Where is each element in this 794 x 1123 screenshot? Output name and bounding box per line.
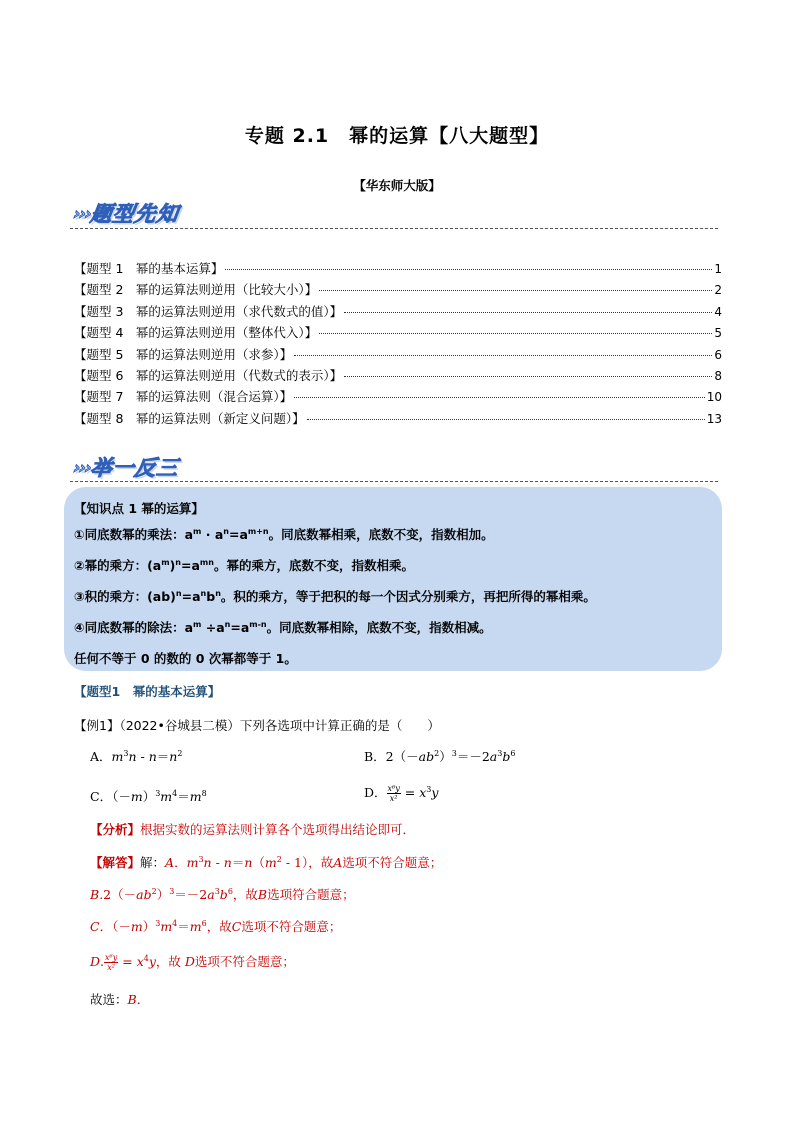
text-fragment: ab xyxy=(136,887,152,902)
toc-label: 【题型 6 幂的运算法则逆用（代数式的表示）】 xyxy=(74,367,343,383)
text-fragment: B xyxy=(90,887,100,902)
text-fragment: m-n xyxy=(249,620,267,629)
text-fragment: 4 xyxy=(143,954,149,963)
text-fragment: 3 xyxy=(426,785,432,794)
text-fragment: n xyxy=(175,558,181,567)
text-fragment: x⁶y xyxy=(387,784,400,793)
example-question: 【例1】（2022•谷城县二模）下列各选项中计算正确的是（ ） xyxy=(74,718,440,733)
text-fragment: 3 xyxy=(155,789,161,798)
toc-row[interactable] xyxy=(74,387,722,408)
toc-label: 【题型 1 幂的基本运算】 xyxy=(74,261,224,276)
fraction xyxy=(104,953,118,972)
text-fragment: m xyxy=(193,620,202,629)
text-fragment: 6 xyxy=(227,887,233,896)
text-fragment: ＝ xyxy=(231,855,245,870)
text-fragment: m xyxy=(130,919,143,934)
solution-line-d xyxy=(90,952,295,972)
solution-line-c xyxy=(90,917,341,935)
solution-line-b xyxy=(90,885,355,903)
text-fragment: n xyxy=(175,589,182,598)
text-fragment: 故选： xyxy=(90,992,128,1007)
text-fragment: x² xyxy=(389,794,398,803)
text-fragment: ，故 xyxy=(155,954,185,969)
text-fragment: B xyxy=(127,992,137,1007)
text-fragment: = xyxy=(118,954,137,969)
text-fragment: ÷a xyxy=(201,620,225,635)
rule-zero-exponent: 任何不等于 0 的数的 0 次幂都等于 1。 xyxy=(74,651,297,666)
rule-quotient-same-base xyxy=(74,618,722,649)
toc-row[interactable] xyxy=(74,280,722,301)
text-fragment: n xyxy=(200,589,207,598)
text-fragment: m xyxy=(161,558,170,567)
text-fragment: =a xyxy=(181,558,200,573)
text-fragment: D xyxy=(184,954,195,969)
rule-product-same-base xyxy=(74,525,722,556)
toc-page-number: 6 xyxy=(714,347,722,362)
divider xyxy=(70,228,718,229)
text-fragment: m xyxy=(193,527,202,536)
text-fragment: 3 xyxy=(497,749,503,758)
text-fragment: 选项不符合题意； xyxy=(194,954,295,969)
toc-label: 【题型 8 幂的运算法则（新定义问题）】 xyxy=(74,410,305,426)
text-fragment: - xyxy=(136,749,149,764)
text-fragment: m xyxy=(130,789,143,804)
text-fragment: 选项符合题意； xyxy=(267,887,355,902)
text-fragment: 。幂的乘方，底数不变，指数相乘。 xyxy=(213,558,414,573)
knowledge-heading: 【知识点 1 幂的运算】 xyxy=(74,501,204,516)
text-fragment: .2（－ xyxy=(99,887,137,902)
text-fragment: x xyxy=(419,785,427,800)
text-fragment: 3 xyxy=(155,919,161,928)
text-fragment: 3 xyxy=(451,749,457,758)
text-fragment: 解： xyxy=(140,855,166,870)
text-fragment: m xyxy=(186,855,199,870)
toc-row[interactable] xyxy=(74,409,722,430)
text-fragment: m+n xyxy=(247,527,269,536)
text-fragment: 。同底数幂相除，底数不变，指数相减。 xyxy=(266,620,492,635)
text-fragment: 2 xyxy=(434,749,440,758)
option-b xyxy=(364,747,515,765)
text-fragment: m xyxy=(160,789,173,804)
text-fragment: 3 xyxy=(123,749,129,758)
text-fragment: A xyxy=(333,855,343,870)
text-fragment: x² xyxy=(107,963,115,972)
text-fragment: （ xyxy=(252,855,265,870)
rule-power-of-product xyxy=(74,587,722,618)
text-fragment: m xyxy=(189,789,202,804)
text-fragment: x xyxy=(136,954,144,969)
text-fragment: n xyxy=(224,620,231,629)
text-fragment: ． xyxy=(136,992,150,1007)
toc-page-number: 1 xyxy=(714,262,722,276)
text-fragment: C xyxy=(90,919,100,934)
text-fragment: n xyxy=(148,749,157,764)
text-fragment: 6 xyxy=(201,919,207,928)
toc-page-number: 5 xyxy=(714,326,722,341)
toc-label: 【题型 4 幂的运算法则逆用（整体代入）】 xyxy=(74,325,318,341)
text-fragment: b xyxy=(206,589,216,604)
text-fragment: y xyxy=(148,954,156,969)
text-fragment: 3 xyxy=(198,855,204,864)
text-fragment: ④同底数幂的除法：a xyxy=(74,620,194,635)
text-fragment: ．（－ xyxy=(99,919,131,934)
text-fragment: =a xyxy=(228,527,248,542)
text-fragment: m xyxy=(160,919,173,934)
text-fragment: 2 xyxy=(151,887,157,896)
text-fragment: m xyxy=(111,749,124,764)
text-fragment: =a xyxy=(230,620,250,635)
text-fragment: n xyxy=(244,855,253,870)
text-fragment: =a xyxy=(181,589,201,604)
text-fragment: 【分析】 xyxy=(90,822,141,837)
toc-row[interactable] xyxy=(74,323,722,344)
toc-row[interactable] xyxy=(74,259,722,280)
rule-power-of-power xyxy=(74,556,722,587)
option-a xyxy=(90,747,182,765)
text-fragment: - xyxy=(211,855,224,870)
toc-leader-dots xyxy=(344,376,712,377)
option-d xyxy=(364,783,438,803)
toc-page-number: 10 xyxy=(706,390,722,405)
text-fragment: ） xyxy=(156,887,170,902)
toc-row[interactable] xyxy=(74,345,722,366)
banner-arrows-icon: ››› xyxy=(72,204,93,223)
text-fragment: B．2（－ xyxy=(364,749,419,764)
text-fragment: 4 xyxy=(172,919,178,928)
text-fragment: ③积的乘方：(ab) xyxy=(74,589,176,604)
text-fragment: 根据实数的运算法则计算各个选项得出结论即可． xyxy=(140,822,416,837)
toc-leader-dots xyxy=(319,290,712,291)
text-fragment: 3 xyxy=(169,887,175,896)
text-fragment: m xyxy=(189,919,202,934)
text-fragment: ． xyxy=(174,855,187,870)
toc-leader-dots xyxy=(319,333,712,334)
text-fragment: n xyxy=(223,855,232,870)
text-fragment: b xyxy=(502,749,511,764)
text-fragment: 选项不符合题意； xyxy=(241,919,342,934)
text-fragment: ) xyxy=(169,558,176,573)
toc-leader-dots xyxy=(294,355,712,356)
text-fragment: mn xyxy=(199,558,214,567)
text-fragment: 4 xyxy=(172,789,178,798)
text-fragment: 。积的乘方，等于把积的每一个因式分别乘方，再把所得的幂相乘。 xyxy=(220,589,596,604)
text-fragment: A． xyxy=(90,749,112,764)
text-fragment: n xyxy=(223,527,229,536)
types-preview-banner xyxy=(72,198,181,228)
toc-label: 【题型 5 幂的运算法则逆用（求参）】 xyxy=(74,346,293,362)
text-fragment: ＝ xyxy=(177,919,190,934)
toc-page-number: 8 xyxy=(714,368,722,383)
text-fragment: n xyxy=(128,749,137,764)
text-fragment: ） xyxy=(142,919,156,934)
text-fragment: ab xyxy=(418,749,435,764)
text-fragment: - 1） xyxy=(281,855,309,870)
toc-leader-dots xyxy=(307,419,705,420)
text-fragment: ） xyxy=(439,749,452,764)
text-fragment: n xyxy=(203,855,212,870)
knowledge-box xyxy=(64,487,722,671)
edition-subtitle: 【华东师大版】 xyxy=(353,178,441,193)
text-fragment: a xyxy=(489,749,498,764)
text-fragment: 6 xyxy=(510,749,516,758)
toc-leader-dots xyxy=(225,269,712,270)
toc-leader-dots xyxy=(294,397,705,398)
toc-leader-dots xyxy=(344,312,712,313)
text-fragment: C xyxy=(231,919,242,934)
text-fragment: A xyxy=(165,855,175,870)
banner-text: 举一反三 xyxy=(88,456,181,480)
text-fragment: D． xyxy=(364,785,387,800)
toc-row[interactable] xyxy=(74,366,722,387)
text-fragment: = xyxy=(400,785,420,800)
text-fragment: a xyxy=(207,887,215,902)
text-fragment: n xyxy=(215,589,221,598)
fraction xyxy=(387,784,401,803)
text-fragment: 8 xyxy=(201,789,207,798)
text-fragment: y xyxy=(431,785,439,800)
toc-label: 【题型 3 幂的运算法则逆用（求代数式的值）】 xyxy=(74,303,343,319)
divider xyxy=(70,481,718,482)
text-fragment: D xyxy=(90,954,101,969)
banner-arrows-icon: ››› xyxy=(72,458,93,477)
text-fragment: 选项不符合题意； xyxy=(342,855,443,870)
text-fragment: n xyxy=(169,749,178,764)
text-fragment: m xyxy=(264,855,277,870)
toc-page-number: 2 xyxy=(714,283,722,298)
text-fragment: ①同底数幂的乘法：a xyxy=(74,527,194,542)
text-fragment: 2 xyxy=(276,855,282,864)
page-title: 专题 2.1 幂的运算【八大题型】 xyxy=(244,125,550,147)
text-fragment: 。同底数幂相乘，底数不变，指数相加。 xyxy=(268,527,494,542)
text-fragment: b xyxy=(219,887,228,902)
text-fragment: . xyxy=(100,954,105,969)
analysis-line xyxy=(90,820,415,838)
text-fragment: ＝ xyxy=(156,749,170,764)
text-fragment: ，故 xyxy=(308,855,334,870)
text-fragment: x⁶y xyxy=(105,953,118,962)
text-fragment: ＝ xyxy=(177,789,190,804)
toc-label: 【题型 7 幂的运算法则（混合运算）】 xyxy=(74,389,293,405)
text-fragment: ，故 xyxy=(232,887,258,902)
option-c xyxy=(90,787,207,805)
text-fragment: B xyxy=(257,887,268,902)
text-fragment: ②幂的乘方：(a xyxy=(74,558,162,573)
toc-label: 【题型 2 幂的运算法则逆用（比较大小）】 xyxy=(74,282,318,298)
text-fragment: C．（－ xyxy=(90,789,131,804)
table-of-contents xyxy=(74,259,722,430)
text-fragment: · a xyxy=(201,527,224,542)
final-answer xyxy=(90,990,149,1008)
text-fragment: 3 xyxy=(214,887,220,896)
type1-heading: 【题型1 幂的基本运算】 xyxy=(74,684,221,699)
text-fragment: ，故 xyxy=(206,919,232,934)
text-fragment: ） xyxy=(142,789,156,804)
toc-page-number: 13 xyxy=(706,411,722,426)
solution-line-a xyxy=(90,853,442,871)
text-fragment: ＝－2 xyxy=(456,749,490,764)
examples-banner xyxy=(72,452,181,482)
toc-row[interactable] xyxy=(74,302,722,323)
banner-text: 题型先知 xyxy=(88,202,181,226)
text-fragment: 2 xyxy=(177,749,183,758)
text-fragment: 【解答】 xyxy=(90,855,141,870)
text-fragment: ＝－2 xyxy=(174,887,208,902)
toc-page-number: 4 xyxy=(714,304,722,319)
